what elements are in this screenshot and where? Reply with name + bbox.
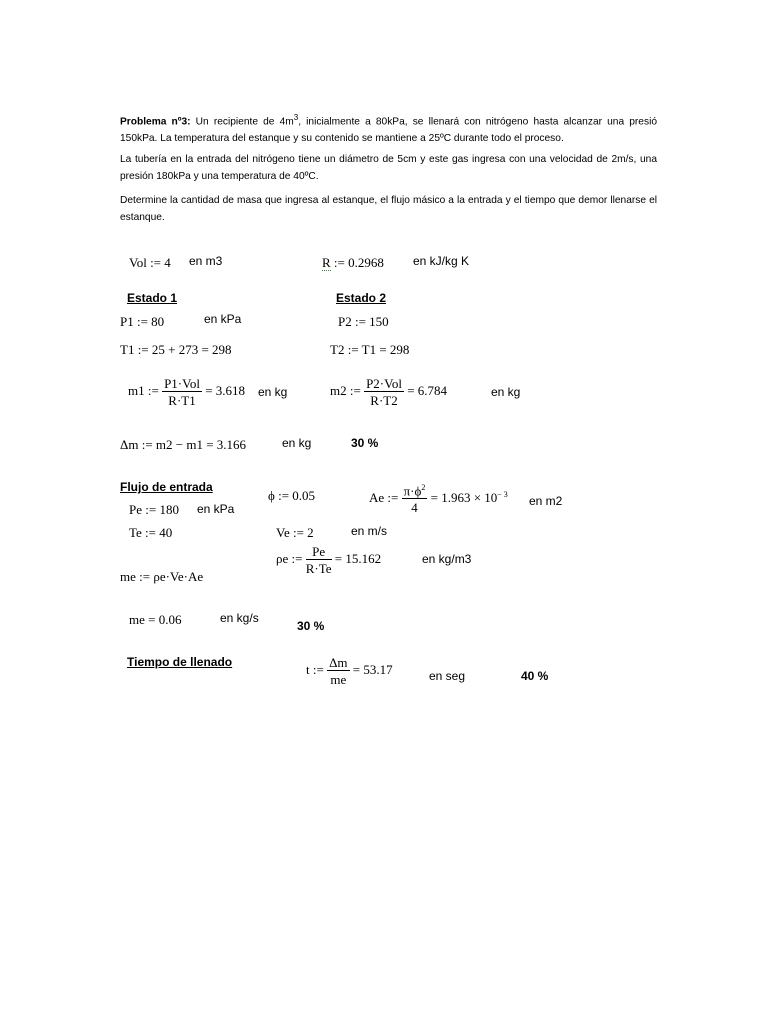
tiempo-heading: Tiempo de llenado <box>127 655 233 669</box>
m2-equation <box>330 377 447 407</box>
m1-fraction <box>162 377 202 407</box>
m1-unit: en kg <box>258 385 288 399</box>
p1-unit: en kPa <box>204 312 242 326</box>
me-unit: en kg/s <box>220 611 259 625</box>
t-unit: en seg <box>429 669 466 683</box>
t-fraction <box>327 656 349 686</box>
m1-lhs: m1 := <box>128 382 159 398</box>
r-value: := 0.2968 <box>330 255 384 270</box>
p1-equation: P1 := 80 <box>120 314 165 329</box>
estado1-heading: Estado 1 <box>127 291 178 305</box>
m2-rhs: = 6.784 <box>407 382 448 398</box>
rho-denominator: R·Te <box>305 561 332 576</box>
t-lhs: t := <box>306 661 324 677</box>
t-denominator: me <box>330 672 347 687</box>
ae-numerator-base: π·ϕ <box>403 483 422 499</box>
flujo-percent: 30 % <box>297 619 325 633</box>
m1-denominator: R·T1 <box>168 393 196 408</box>
t1-equation: T1 := 25 + 273 = 298 <box>120 342 232 357</box>
rho-fraction <box>306 545 332 575</box>
ae-fraction <box>402 484 428 514</box>
delta-m-unit: en kg <box>282 436 312 450</box>
m2-fraction <box>364 377 404 407</box>
ve-equation: Ve := 2 <box>276 525 314 540</box>
t-equation <box>306 656 393 686</box>
rho-equation <box>276 545 381 575</box>
m1-equation <box>128 377 245 407</box>
ae-rhs: = 1.963 × 10 <box>430 490 498 506</box>
ae-exponent: − 3 <box>497 489 508 499</box>
vol-unit: en m3 <box>189 254 223 268</box>
flujo-heading: Flujo de entrada <box>120 480 213 494</box>
me-value: me = 0.06 <box>129 612 182 627</box>
estado2-heading: Estado 2 <box>336 291 387 305</box>
ae-denominator: 4 <box>411 500 418 516</box>
m2-numerator: P2·Vol <box>366 376 402 391</box>
m2-unit: en kg <box>491 385 521 399</box>
t-rhs: = 53.17 <box>352 661 393 677</box>
problem-text-b: , inicialmente a 80kPa, se llenará con nitrógeno hasta alcanzar una presió 150kPa. La temperatura del estanque y su contenido se mantiene a 25ºC durante todo el proceso. <box>120 116 657 144</box>
rho-unit: en kg/m3 <box>422 552 472 566</box>
t-numerator: Δm <box>329 655 348 670</box>
problem-paragraph-3: Determine la cantidad de masa que ingresa al estanque, el flujo másico a la entrada y el tiempo que demor llenarse el estanque. <box>120 195 657 223</box>
tiempo-percent: 40 % <box>521 669 549 683</box>
problem-label: Problema nº3: <box>120 116 191 128</box>
delta-m-equation: Δm := m2 − m1 = 3.166 <box>120 437 247 452</box>
p2-equation: P2 := 150 <box>338 314 389 329</box>
rho-numerator: Pe <box>306 545 332 560</box>
pe-equation: Pe := 180 <box>129 502 179 517</box>
m1-numerator: P1·Vol <box>164 376 200 391</box>
ae-equation <box>369 484 508 514</box>
me-definition: me := ρe·Ve·Ae <box>120 569 204 584</box>
te-equation: Te := 40 <box>129 525 173 540</box>
m2-denominator: R·T2 <box>370 393 398 408</box>
r-equation <box>322 256 384 269</box>
m2-lhs: m2 := <box>330 382 361 398</box>
rho-rhs: = 15.162 <box>334 550 382 566</box>
ve-unit: en m/s <box>351 524 388 538</box>
ae-numerator-exp: 2 <box>421 483 426 492</box>
ae-unit: en m2 <box>529 494 563 508</box>
ae-numerator <box>402 484 428 499</box>
problem-paragraph-2: La tubería en la entrada del nitrógeno tiene un diámetro de 5cm y este gas ingresa con una velocidad de 2m/s, una presión 180kPa y una temperatura de 40ºC. <box>120 154 657 182</box>
problem-paragraph-1 <box>120 110 657 147</box>
problem-text-sup: 3 <box>293 113 299 122</box>
phi-equation: ϕ := 0.05 <box>268 488 316 503</box>
pe-unit: en kPa <box>197 502 235 516</box>
rho-lhs: ρe := <box>276 550 303 566</box>
r-symbol: R <box>322 255 331 270</box>
problem-text-a: Un recipiente de 4m <box>190 116 294 128</box>
ae-lhs: Ae := <box>369 490 399 506</box>
m1-rhs: = 3.618 <box>205 382 246 398</box>
t2-equation: T2 := T1 = 298 <box>330 342 410 357</box>
vol-equation: Vol := 4 <box>129 255 171 270</box>
r-unit: en kJ/kg K <box>413 254 470 268</box>
delta-m-percent: 30 % <box>351 436 379 450</box>
